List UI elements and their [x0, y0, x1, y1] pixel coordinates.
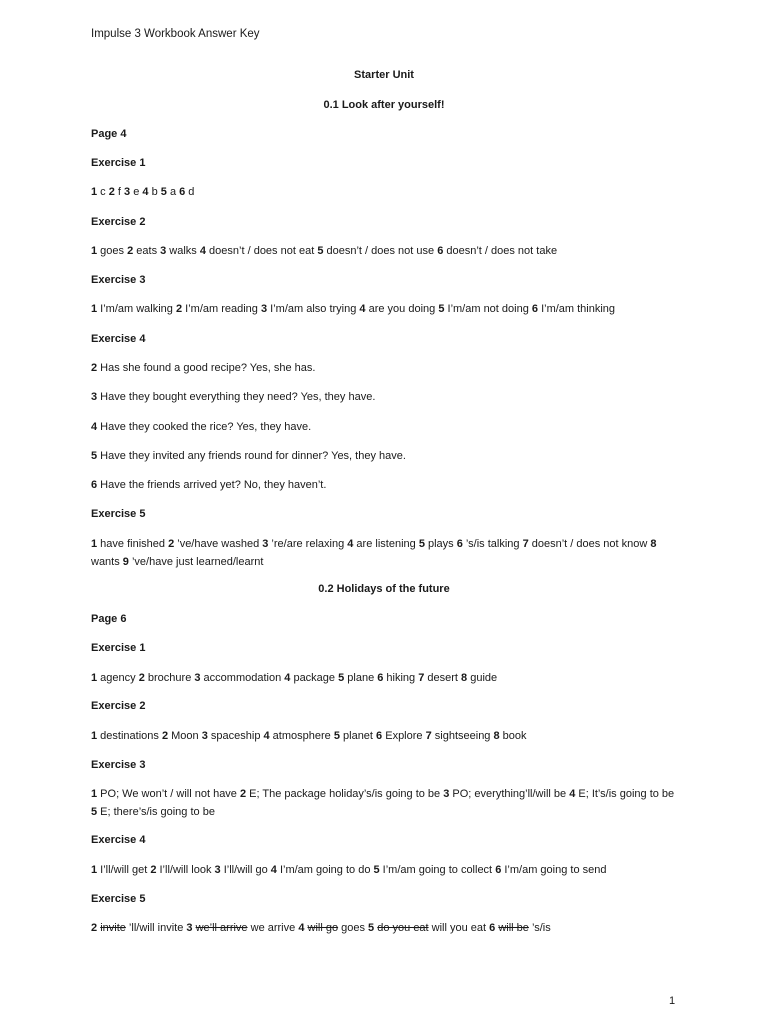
- item-number: 5: [317, 245, 324, 257]
- item-number: 1: [91, 672, 98, 684]
- exercise-label: Exercise 2: [91, 216, 146, 228]
- item-number: 6: [489, 922, 496, 934]
- item-number: 2: [127, 245, 134, 257]
- item-number: 6: [495, 864, 502, 876]
- exercise-answer-line: 3 Have they bought everything they need? Yes, they have.: [91, 391, 376, 403]
- item-number: 4: [91, 421, 98, 433]
- exercise-answer: 1 have finished 2 ’ve/have washed 3 ’re/are relaxing 4 are listening 5 plays 6 ’s/is talking 7 doesn’t / does not know 8 wants 9 ’ve/have just learned/learnt: [91, 538, 657, 568]
- page-label-6: Page 6: [91, 613, 127, 625]
- struck-answer: will be: [498, 922, 529, 934]
- item-number: 4: [263, 730, 270, 742]
- item-number: 3: [186, 922, 193, 934]
- struck-answer: invite: [100, 922, 126, 934]
- item-number: 4: [359, 303, 366, 315]
- item-number: 8: [493, 730, 500, 742]
- item-number: 9: [122, 555, 129, 568]
- item-number: 5: [368, 922, 375, 934]
- exercise-answer: 1 goes 2 eats 3 walks 4 doesn’t / does not eat 5 doesn’t / does not use 6 doesn’t / does not take: [91, 245, 558, 257]
- item-number: 1: [91, 730, 98, 742]
- item-number: 4: [347, 538, 354, 550]
- item-number: 5: [160, 186, 167, 198]
- exercise-label: Exercise 5: [91, 893, 146, 905]
- exercise-label: Exercise 1: [91, 157, 146, 169]
- item-number: 1: [91, 245, 98, 257]
- item-number: 3: [260, 303, 268, 315]
- item-number: 3: [214, 864, 221, 876]
- item-number: 6: [456, 538, 463, 550]
- item-number: 1: [91, 538, 98, 550]
- page-label-4: Page 4: [91, 128, 127, 140]
- page-number: 1: [669, 995, 676, 1007]
- item-number: 5: [91, 450, 98, 462]
- answer-text: invite: [157, 922, 184, 934]
- item-number: 2: [150, 864, 157, 876]
- item-number: 2: [108, 186, 115, 198]
- item-number: 3: [201, 730, 208, 742]
- item-number: 8: [461, 672, 468, 684]
- struck-answer: do you eat: [377, 922, 429, 934]
- item-number: 2: [168, 538, 175, 550]
- item-number: 3: [262, 538, 269, 550]
- exercise-answer: 1 destinations 2 Moon 3 spaceship 4 atmosphere 5 planet 6 Explore 7 sightseeing 8 book: [91, 730, 527, 742]
- section-title-0-1: 0.1 Look after yourself!: [323, 99, 445, 111]
- exercise-label: Exercise 3: [91, 759, 146, 771]
- item-number: 3: [91, 391, 98, 403]
- item-number: 4: [142, 186, 149, 198]
- item-number: 5: [91, 805, 98, 818]
- item-number: 8: [650, 538, 657, 550]
- item-number: 6: [531, 303, 539, 315]
- item-number: 1: [91, 864, 98, 876]
- item-number: 4: [199, 245, 206, 257]
- item-number: 7: [418, 672, 425, 684]
- exercise-answer: 1 I’ll/will get 2 I’ll/will look 3 I’ll/will go 4 I’m/am going to do 5 I’m/am going to collect 6 I’m/am going to send: [91, 864, 607, 876]
- item-number: 1: [91, 303, 98, 315]
- item-number: 5: [333, 730, 340, 742]
- exercise-answer-line: 2 Has she found a good recipe? Yes, she has.: [91, 362, 316, 374]
- item-number: 2: [175, 303, 183, 315]
- item-number: 7: [425, 730, 432, 742]
- exercise-answer-line: 5 Have they invited any friends round for dinner? Yes, they have.: [91, 450, 406, 462]
- item-number: 1: [91, 788, 98, 800]
- item-number: 5: [338, 672, 345, 684]
- item-number: 4: [569, 788, 576, 800]
- item-number: 5: [418, 538, 425, 550]
- item-number: 6: [91, 479, 98, 491]
- item-number: 3: [194, 672, 201, 684]
- section-title-0-2: 0.2 Holidays of the future: [318, 583, 450, 595]
- struck-answer: we’ll arrive: [195, 922, 248, 934]
- exercise-answer: 1 PO; We won’t / will not have 2 E; The package holiday’s/is going to be 3 PO; everything’ll/will be 4 E; It’s/is going to be 5 E; there’s/is going to be: [91, 788, 675, 818]
- document-header: Impulse 3 Workbook Answer Key: [91, 28, 260, 40]
- unit-title: Starter Unit: [354, 69, 414, 81]
- item-number: 5: [373, 864, 380, 876]
- item-number: 2: [91, 362, 98, 374]
- exercise-answer: 1 c 2 f 3 e 4 b 5 a 6 d: [91, 186, 195, 198]
- item-number: 4: [284, 672, 291, 684]
- exercise-answer: 1 agency 2 brochure 3 accommodation 4 package 5 plane 6 hiking 7 desert 8 guide: [91, 672, 498, 684]
- item-number: 6: [179, 186, 186, 198]
- item-number: 3: [443, 788, 450, 800]
- exercise-label: Exercise 2: [91, 700, 146, 712]
- item-number: 3: [124, 186, 131, 198]
- item-number: 4: [270, 864, 277, 876]
- exercise-answer-line: 6 Have the friends arrived yet? No, they haven’t.: [91, 479, 327, 491]
- item-number: 7: [522, 538, 529, 550]
- exercise-answer-with-corrections: 2 invite ’ll/will invite 3 we’ll arrive we arrive 4 will go goes 5 do you eat will you eat 6 will be ’s/is: [91, 922, 551, 934]
- exercise-label: Exercise 3: [91, 274, 146, 286]
- item-number: 3: [160, 245, 167, 257]
- item-number: 2: [239, 788, 247, 800]
- exercise-label: Exercise 5: [91, 508, 146, 520]
- item-number: 2: [161, 730, 169, 742]
- item-number: 4: [298, 922, 305, 934]
- exercise-label: Exercise 4: [91, 333, 146, 345]
- item-number: 6: [437, 245, 444, 257]
- item-number: 2: [138, 672, 145, 684]
- item-number: 2: [91, 922, 98, 934]
- item-number: 6: [377, 672, 384, 684]
- struck-answer: will go: [307, 922, 339, 934]
- exercise-label: Exercise 1: [91, 642, 146, 654]
- exercise-answer: 1 I’m/am walking 2 I’m/am reading 3 I’m/am also trying 4 are you doing 5 I’m/am not doing 6 I’m/am thinking: [91, 303, 616, 315]
- exercise-answer-line: 4 Have they cooked the rice? Yes, they have.: [91, 421, 312, 433]
- item-number: 5: [438, 303, 445, 315]
- item-number: 1: [91, 186, 98, 198]
- exercise-label: Exercise 4: [91, 834, 146, 846]
- item-number: 6: [376, 730, 383, 742]
